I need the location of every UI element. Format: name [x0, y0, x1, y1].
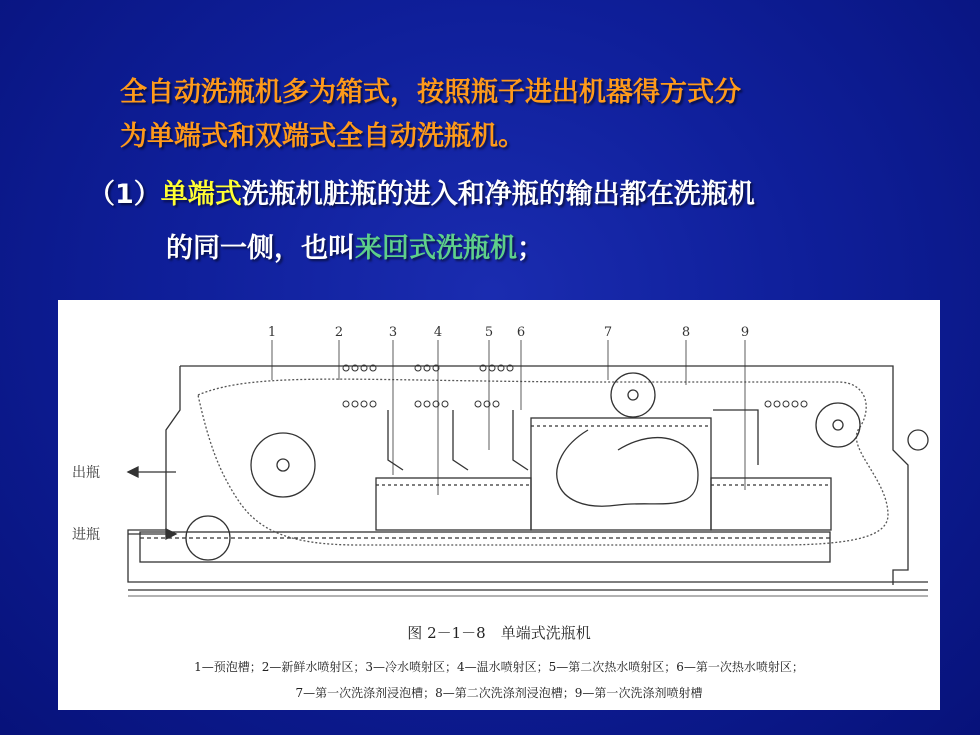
point-1-line-2: [166, 226, 544, 265]
part-number: 7: [603, 325, 613, 340]
out-arrow-head: [128, 467, 138, 477]
point-1-text-2: 的同一侧，也叫: [166, 233, 355, 264]
sprocket-7: [611, 373, 655, 417]
tank-soak-7: [531, 418, 711, 530]
sprocket-9: [816, 403, 860, 447]
spray-plate-5: [513, 410, 528, 470]
chain-path: [198, 379, 888, 545]
part-number: 3: [388, 325, 398, 340]
tank-warm: [376, 478, 531, 530]
tank-soak-8: [711, 478, 831, 530]
drive-wheel: [908, 430, 928, 450]
figure-legend-2: 7—第一次洗涤剂浸泡槽；8—第二次洗涤剂浸泡槽；9—第一次洗涤剂喷射槽: [295, 686, 703, 700]
figure-caption: 图 2－1－8 单端式洗瓶机: [407, 624, 591, 642]
title-line-1: 全自动洗瓶机多为箱式，按照瓶子进出机器得方式分: [120, 77, 741, 108]
spray-plate-3: [388, 410, 403, 470]
part-number: 4: [433, 325, 443, 340]
part-number: 8: [681, 325, 691, 340]
out-label: 出瓶: [72, 465, 100, 481]
figure-legend-1: 1—预泡槽；2—新鲜水喷射区；3—冷水喷射区；4—温水喷射区；5—第二次热水喷射区；6—第一次热水喷射区；: [194, 660, 804, 674]
part-number: 5: [484, 325, 494, 340]
point-1-prefix: （1）: [88, 179, 161, 210]
part-number: 9: [740, 325, 750, 340]
point-1-term: 单端式: [160, 179, 242, 210]
sprocket-9-hub: [833, 420, 843, 430]
title-line-2: 为单端式和双端式全自动洗瓶机。: [120, 121, 525, 152]
spray-plate-8: [713, 410, 758, 465]
housing-left-wall: [128, 366, 928, 582]
bottom-tank: [140, 532, 830, 562]
part-numbers: [268, 325, 749, 340]
point-1-text: 洗瓶机脏瓶的进入和净瓶的输出都在洗瓶机: [241, 179, 755, 210]
part-number: 1: [267, 325, 277, 340]
sprocket-7-hub: [628, 390, 638, 400]
part-number: 6: [516, 325, 526, 340]
point-1-line-1: [88, 172, 755, 211]
housing-outline: [180, 366, 908, 585]
sprocket-1-hub: [277, 459, 289, 471]
in-label: 进瓶: [72, 527, 100, 543]
point-1-end: ；: [517, 233, 544, 264]
soak-loop-7: [557, 430, 698, 506]
point-1-term-2: 来回式洗瓶机: [355, 233, 517, 264]
spray-plate-4: [453, 410, 468, 470]
part-number: 2: [334, 325, 344, 340]
sprocket-1: [251, 433, 315, 497]
washer-diagram: [58, 300, 940, 710]
washer-figure: [58, 300, 940, 710]
nozzle-rows: [343, 365, 807, 407]
